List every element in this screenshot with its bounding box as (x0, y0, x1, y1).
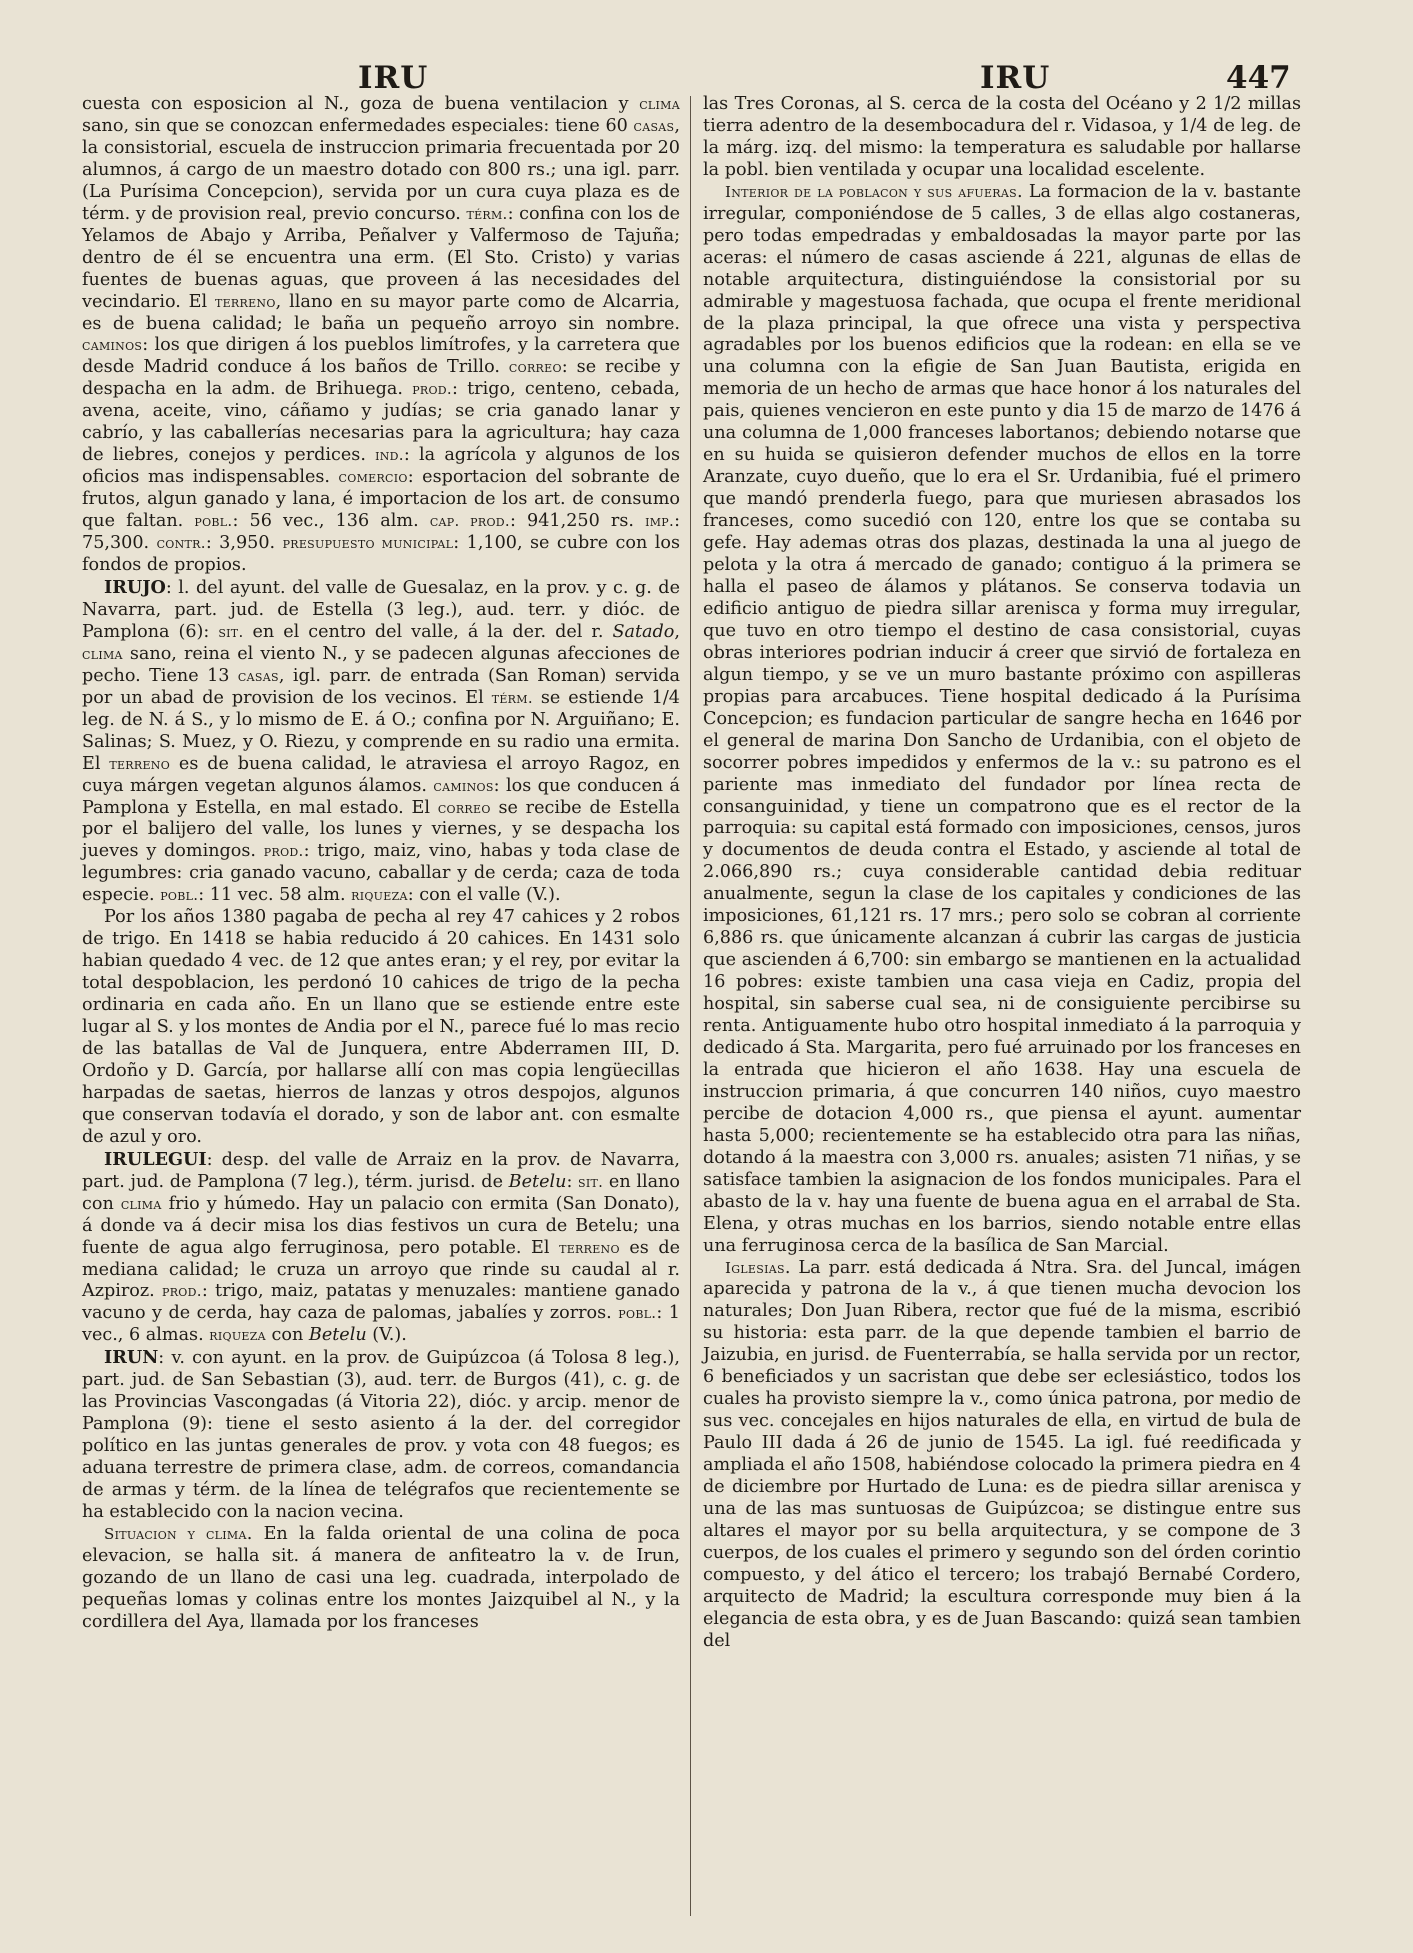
text-segment: . La formacion de la v. bastante irregular, componiéndose de 5 calles, 3 de ellas algo costaneras, pero todas empedradas y embaldosadas la mayor parte por las aceras: el número de casas asciende á 221, algunas de ellas de notable arquitectura, distinguiéndose la consistorial por su admirable y magestuosa fachada, que ocupa el frente meridional de la plaza principal, la que ofrece una vista y perspectiva agradables por los buenos edificios que la rodean: en ella se ve una columna con la efigie de San Juan Bautista, erigida en memoria de un hecho de armas que hace honor á los naturales del pais, quienes vencieron en este punto y dia 15 de marzo de 1476 á una columna de 1,000 franceses labortanos; debiendo notarse que en su huida se quisieron defender muchos de ellos en la torre Aranzate, cuyo dueño, que lo era el Sr. Urdanibia, fué el primero que mandó prenderla fuego, para que muriesen abrasados los franceses, como sucedió con 120, entre los que se contaba su gefe. Hay ademas otras dos plazas, destinada la una al juego de pelota y la otra á mercado de ganado; contiguo á la primera se halla el paseo de álamos y plátanos. Se conserva todavia un edificio antiguo de piedra sillar arenisca y forma muy irregular, que tuvo en otro tiempo el destino de casa consistorial, cuyas obras interiores podrian inducir á creer que sirvió de fortaleza en algun tiempo, y se ve un muro bastante próximo con aspilleras propias para arcabuces. Tiene hospital dedicado á la Purísima Concepcion; es fundacion particular de sangre hecha en 1646 por el general de marina Don Sancho de Urdanibia, con el objeto de socorrer pobres impedidos y enfermos de la v.: su patrono es el pariente mas inmediato del fundador por línea recta de consanguinidad, y tiene un compatrono que es el rector de la parroquia: su capital está formado con imposiciones, censos, juros y documentos de deuda contra el Estado, y asciende al total de 2.066,890 rs.; cuya considerable cantidad debia redituar anualmente, segun la clase de los capitales y condiciones de las imposiciones, 61,121 rs. 17 mrs.; pero solo se cobran al corriente 6,886 rs. que únicamente alcanzan á cubrir las cargas de justicia que ascienden á 6,700: sin embargo se mantienen en la actualidad 16 pobres: existe tambien una casa vieja en Cadiz, propia del hospital, sin saberse cual sea, ni de consiguiente percibirse su renta. Antiguamente hubo otro hospital inmediato á la parroquia y dedicado á Sta. Margarita, pero fué arruinado por los franceses en la entrada que hicieron el año 1638. Hay una escuela de instruccion primaria, á que concurren 140 niños, cuyo maestro percibe de dotacion 4,000 rs., que piensa el ayunt. aumentar hasta 5,000; recientemente se ha establecido otra para las niñas, dotando á la maestra con 3,000 rs. anuales; asisten 71 niñas, y se satisface tambien la asignacion de los fondos municipales. Para el abasto de la v. hay una fuente de buena agua en el arrabal de Sta. Elena, y otras muchas en los barrios, siendo notable entre ellas una ferruginosa cerca de la basílica de San Marcial. (703, 181, 1301, 1256)
text-segment: : desp. del valle de Arraiz en la prov. de Navarra, part. jud. de Pamplona (7 leg.), térm. jurisd. de (82, 1149, 680, 1192)
small-caps-label: clima (120, 1194, 162, 1213)
small-caps-label: presupuesto municipal (282, 534, 454, 553)
small-caps-label: riqueza (351, 886, 408, 905)
text-segment: : 75,300. (82, 511, 681, 554)
small-caps-label: Interior de la poblacon y sus afueras (725, 182, 1017, 201)
text-segment: Por los años 1380 pagaba de pecha al rey 47 cahices y 2 robos de trigo. En 1418 se habia reducido á 20 cahices. En 1431 solo habian quedado 4 vec. de 12 que antes eran; y el rey, por evitar la total despoblacion, les perdonó 10 cahices de trigo de la pecha ordinaria en cada año. En un llano que se estiende entre este lugar al S. y los montes de Andia por el N., parece fué lo mas recio de las batallas de Val de Junquera, entre Abderramen III, D. Ordoño y D. García, por hallarse allí con mas copia lengüecillas harpadas de saetas, hierros de lanzas y otros despojos, algunos que conservan todavía el dorado, y son de labor ant. con esmalte de azul y oro. (82, 907, 680, 1147)
text-segment: frio y húmedo. Hay un palacio con ermita (San Donato), á donde va á decir misa los dias festivos un cura de Betelu; una fuente de agua algo ferruginosa, pero potable. El (82, 1193, 681, 1258)
entry-headword: IRULEGUI (104, 1148, 207, 1170)
text-segment: sano, reina el viento N., y se padecen algunas afecciones de pecho. Tiene 13 (82, 643, 680, 686)
small-caps-label: terreno (109, 754, 171, 773)
small-caps-label: pobl. (194, 512, 233, 531)
text-segment: : 941,250 rs. (509, 511, 646, 532)
text-segment: : 56 vec., 136 alm. (232, 511, 430, 532)
small-caps-label: terreno (214, 292, 276, 311)
text-segment: : trigo, maiz, patatas y menuzales: mantiene ganado vacuno y de cerda, hay caza de palomas, jabalíes y zorros. (82, 1281, 680, 1324)
text-segment: : confina con los de Yelamos de Abajo y Arriba, Peñalver y Valfermoso de Tajuña; dentro de él se encuentra una erm. (El Sto. Cristo) y varias fuentes de buenas aguas, que proveen á las necesidades del vecindario. El (82, 203, 680, 312)
text-segment: : la agrícola y algunos de los oficios mas indispensables. (82, 445, 680, 488)
text-segment: con (265, 1325, 309, 1346)
paragraph (82, 577, 680, 907)
small-caps-label: riqueza (209, 1326, 266, 1345)
small-caps-label: pobl. (160, 886, 199, 905)
paragraph (82, 907, 680, 1148)
entry-headword: IRUJO (104, 576, 166, 598)
small-caps-label: clima (82, 644, 123, 663)
text-segment: : 1 vec., 6 almas. (82, 1303, 681, 1346)
small-caps-label: prod. (263, 842, 304, 861)
headword-left: IRU (358, 60, 429, 96)
text-segment: (V.). (366, 1325, 407, 1346)
page-number: 447 (1226, 60, 1291, 96)
small-caps-label: sit. (218, 622, 244, 641)
text-segment: es de mediana calidad; le cruza un arroyo que rinde su caudal al r. Azpiroz. (82, 1237, 680, 1302)
small-caps-label: sit. (578, 1172, 604, 1191)
text-segment: : se recibe y despacha en la adm. de Brihuega. (82, 357, 680, 400)
text-segment: es de buena calidad, le atraviesa el arroyo Ragoz, en cuya márgen vegetan algunos álamos. (82, 753, 680, 796)
headword-right: IRU (980, 60, 1051, 96)
small-caps-label: térm. (466, 204, 508, 223)
text-segment: sano, sin que se conozcan enfermedades especiales: tiene 60 (82, 115, 634, 136)
small-caps-label: cap. prod. (429, 512, 510, 531)
text-segment: : v. con ayunt. en la prov. de Guipúzcoa (á Tolosa 8 leg.), part. jud. de San Sebastian (3), aud. terr. de Burgos (41), c. g. de las Provincias Vascongadas (á Vitoria 22), dióc. y arcip. menor de Pamplona (9): tiene el sesto asiento á la der. del corregidor político en las juntas generales de prov. y vota con 48 fuegos; es aduana terrestre de primera clase, adm. de correos, comandancia de armas y térm. de la línea de telégrafos que recientemente se ha establecido con la nacion vecina. (82, 1348, 680, 1522)
italic-text: Satado (612, 621, 675, 642)
paragraph (82, 94, 680, 577)
small-caps-label: contr. (156, 534, 206, 553)
small-caps-label: correo (437, 798, 491, 817)
text-segment: : (566, 1171, 579, 1192)
text-segment: las Tres Coronas, al S. cerca de la costa del Océano y 2 1/2 millas tierra adentro de la desembocadura del r. Vidasoa, y 1/4 de leg. de la márg. izq. del mismo: la temperatura es saludable por hallarse la pobl. bien ventilada y ocupar una localidad escelente. (703, 94, 1301, 180)
text-segment: : l. del ayunt. del valle de Guesalaz, en la prov. y c. g. de Navarra, part. jud. de Estella (3 leg.), aud. terr. y dióc. de Pamplona (6): (82, 577, 680, 642)
left-column (82, 94, 680, 1634)
text-segment: : los que dirigen á los pueblos limítrofes, y la carretera que desde Madrid conduce á los baños de Trillo. (82, 335, 680, 378)
small-caps-label: térm. (491, 688, 533, 707)
text-segment: , (674, 621, 680, 642)
text-segment: : trigo, maiz, vino, habas y toda clase de legumbres: cria ganado vacuno, caballar y de cerda; caza de toda especie. (82, 841, 680, 906)
text-segment: en llano con (82, 1171, 680, 1214)
text-segment: . La parr. está dedicada á Ntra. Sra. del Juncal, imágen aparecida y patrona de la v., á que tienen mucha devocion los naturales; Don Juan Ribera, rector que fué de la misma, escribió su historia: esta parr. de la que depende tambien el barrio de Jaizubia, en jurisd. de Fuenterrabía, se halla servida por un rector, 6 beneficiados y un sacristan que debe ser eclesiástico, todos los cuales ha provisto siempre la v., como única patrona, por medio de sus vec. concejales en hijos naturales de ella, en virtud de bula de Paulo III dada á 26 de junio de 1545. La igl. fué reedificada y ampliada el año 1508, habiéndose colocado la primera piedra en 4 de diciembre por Hurtado de Luna: es de piedra sillar arenisca y una de las mas suntuosas de Guipúzcoa; se distingue entre sus altares el mayor por su bella arquitectura, y se compone de 3 cuerpos, de los cuales el primero y segundo son del órden corintio compuesto, y del ático el tercero; los trabajó Bernabé Cordero, arquitecto de Madrid; la escultura corresponde muy bien á la elegancia de esta obra, y es de Juan Bascando: quizá sean tambien del (703, 1257, 1301, 1651)
paragraph (82, 1149, 680, 1348)
paragraph (703, 1258, 1301, 1653)
text-segment: : con el valle (V.). (407, 885, 561, 906)
small-caps-label: imp. (645, 512, 675, 531)
paragraph (703, 182, 1301, 1258)
small-caps-label: Situacion y clima (104, 1524, 247, 1543)
small-caps-label: clima (639, 95, 680, 113)
text-segment: se estiende 1/4 leg. de N. á S., y lo mismo de E. á O.; confina por N. Arguiñano; E. Salinas; S. Muez, y O. Riezu, y comprende en su radio una ermita. El (82, 687, 681, 774)
text-segment: cuesta con esposicion al N., goza de buena ventilacion y (82, 94, 640, 114)
right-column (703, 94, 1301, 1653)
small-caps-label: prod. (162, 1282, 202, 1301)
text-segment: en el centro del valle, á la der. del r. (243, 621, 613, 642)
italic-text: Betelu (508, 1171, 567, 1192)
text-segment: , la consistorial, escuela de instruccion primaria frecuentada por 20 alumnos, á cargo de un maestro dotado con 800 rs.; una igl. parr. (La Purísima Concepcion), servida por un cura cuya plaza es de térm. y de provision real, previo concurso. (82, 115, 680, 224)
text-segment: : los que conducen á Pamplona y Estella, en mal estado. El (82, 775, 680, 818)
small-caps-label: terreno (559, 1238, 620, 1257)
small-caps-label: prod. (412, 380, 452, 399)
entry-headword: IRUN (104, 1347, 159, 1369)
small-caps-label: caminos (433, 776, 494, 795)
small-caps-label: pobl. (618, 1304, 657, 1323)
small-caps-label: ind. (375, 446, 404, 465)
text-segment: . En la falda oriental de una colina de poca elevacion, se halla sit. á manera de anfiteatro la v. de Irun, gozando de un llano de casi una leg. cuadrada, interpolado de pequeñas lomas y colinas entre los montes Jaizquibel al N., y la cordillera del Aya, llamada por los franceses (82, 1523, 680, 1632)
column-rule (690, 96, 691, 1916)
text-segment: , llano en su mayor parte como de Alcarria, es de buena calidad; le baña un pequeño arroyo sin nombre. (82, 291, 680, 334)
small-caps-label: casas (237, 666, 279, 685)
paragraph (82, 1347, 680, 1524)
text-segment: : 1,100, se cubre con los fondos de propios. (82, 533, 680, 576)
small-caps-label: Iglesias (725, 1258, 785, 1277)
paragraph (703, 94, 1301, 182)
text-segment: se recibe de Estella por el balijero del valle, los lunes y viernes, y se despacha los jueves y domingos. (82, 797, 681, 862)
text-segment: : esportacion del sobrante de frutos, algun ganado y lana, é importacion de los art. de consumo que faltan. (82, 467, 680, 532)
small-caps-label: correo (508, 358, 562, 377)
text-segment: : 3,950. (205, 533, 283, 554)
text-segment: , igl. parr. de entrada (San Roman) servida por un abad de provision de los vecinos. El (82, 665, 680, 708)
paragraph (82, 1524, 680, 1634)
small-caps-label: comercio (338, 468, 408, 487)
small-caps-label: caminos (82, 336, 143, 355)
small-caps-label: casas (633, 116, 675, 135)
text-segment: : 11 vec. 58 alm. (198, 885, 352, 906)
text-segment: : trigo, centeno, cebada, avena, aceite, vino, cáñamo y judías; se cria ganado lanar y cabrío, y las caballerías necesarias para la agricultura; hay caza de liebres, conejos y perdices. (82, 379, 680, 466)
italic-text: Betelu (308, 1325, 367, 1346)
